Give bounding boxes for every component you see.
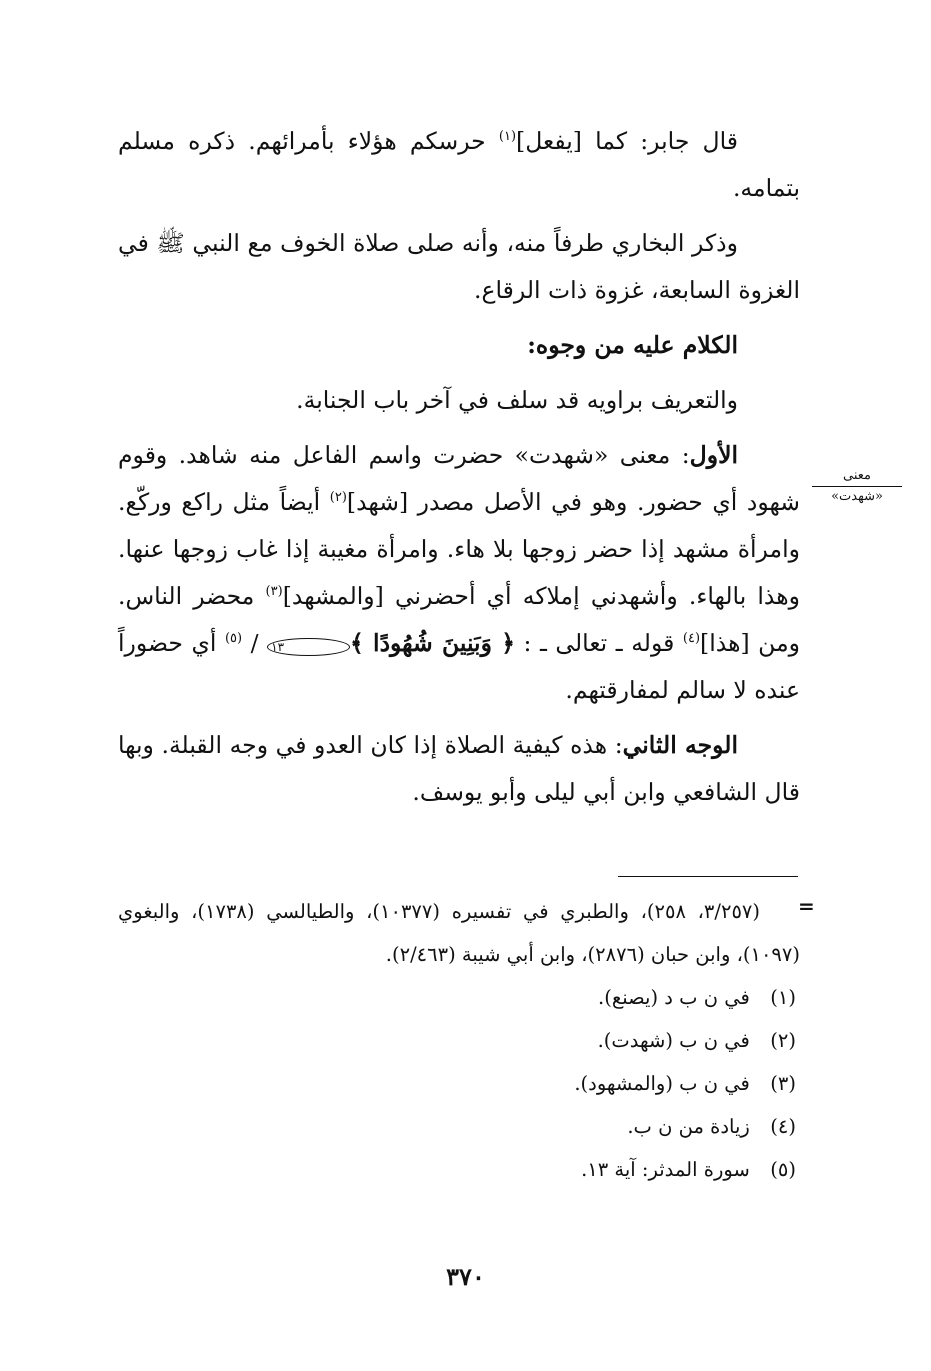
footnote-ref-1: (١) — [498, 129, 517, 145]
footnote-3: (٣) في ن ب (والمشهود). — [574, 1072, 796, 1095]
main-text — [118, 118, 800, 816]
footnote-ref-3: (٣) — [265, 584, 283, 600]
footnote-continuation: (٣/٢٥٧، ٢٥٨)، والطبري في تفسيره (١٠٣٧٧)، والطيالسي (١٧٣٨)، والبغوي (١٠٩٧)، وابن حبان (٢٨٧٦)، وابن أبي شيبة (٢/٤٦٣). — [118, 900, 800, 966]
verse-number: ١٣ — [267, 638, 350, 656]
footnote-4: (٤) زيادة من ن ب. — [627, 1115, 796, 1138]
paragraph-bukhari: وذكر البخاري طرفاً منه، وأنه صلى صلاة الخوف مع النبي ﷺ في الغزوة السابعة، غزوة ذات الرقاع. — [118, 229, 800, 304]
footnote-2: (٢) في ن ب (شهدت). — [597, 1029, 796, 1052]
continuation-mark: = — [798, 894, 815, 918]
page-number: ٣٧٠ — [446, 1262, 485, 1291]
margin-note — [812, 466, 902, 507]
paragraph-first-aspect: الأول: معنى «شهدت» حضرت واسم الفاعل منه شاهد. وقوم شهود أي حضور. وهو في الأصل مصدر [شهد]$^{(٢)}$ أيضاً مثل راكع وركّع. وامرأة مشهد إذا حضر زوجها بلا هاء. وامرأة مغيبة إذا غاب زوجها عنها. وهذا بالهاء. وأشهدني إملاكه أي أحضرني [والمشهد]$^{(٣)}$ محضر الناس. ومن [هذا]$^{(٤)}$ قوله ـ تعالى ـ : ﴿ وَبَنِينَ شُهُودًا ﴾١٣ / $^{(٥)}$ أي حضوراً عنده لا سالم لمفارقتهم. — [118, 441, 801, 704]
footnote-5: (٥) سورة المدثر: آية ١٣. — [581, 1158, 796, 1181]
quran-verse: ﴿ وَبَنِينَ شُهُودًا ﴾ — [350, 629, 515, 657]
footnote-1: (١) في ن ب د (يصنع). — [598, 986, 796, 1009]
footnote-ref-5: (٥) — [224, 631, 243, 647]
footnotes — [118, 890, 800, 1191]
footnote-ref-2: (٢) — [329, 490, 347, 506]
margin-note-line2: «شهدت» — [831, 489, 883, 504]
paragraph-narrator: والتعريف براويه قد سلف في آخر باب الجنابة. — [296, 386, 738, 414]
footnote-divider — [618, 876, 798, 877]
footnote-ref-4: (٤) — [682, 631, 701, 647]
section-heading: الكلام عليه من وجوه: — [527, 331, 738, 359]
second-aspect-label: الوجه الثاني — [622, 731, 738, 759]
paragraph-second-aspect: الوجه الثاني: هذه كيفية الصلاة إذا كان العدو في وجه القبلة. وبها قال الشافعي وابن أبي ليلى وأبو يوسف. — [118, 731, 800, 806]
first-aspect-label: الأول — [689, 441, 738, 469]
margin-note-line1: معنى — [812, 466, 902, 487]
paragraph-hadith-end: قال جابر: كما [يفعل]$^{(١)}$ حرسكم هؤلاء بأمرائهم. ذكره مسلم بتمامه. — [118, 127, 800, 202]
